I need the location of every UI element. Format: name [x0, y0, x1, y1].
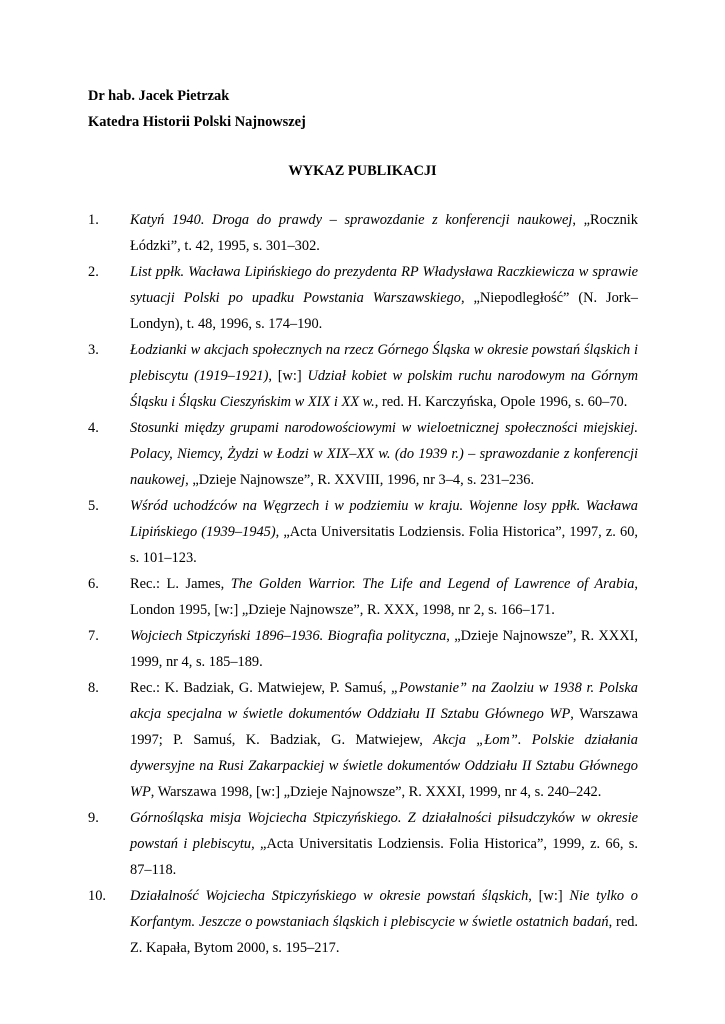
publication-citation-text: , red. Z. Kapała, Bytom 2000, s. 195–217.	[130, 914, 639, 956]
publication-title-text: Łodzianki w akcjach społecznych na rzecz Górnego Śląska w okresie powstań śląskich i plebiscytu (1919–1921)	[130, 342, 638, 384]
publication-title-text: „Powstanie” na Zaolziu w 1938 r. Polska akcja specjalna w świetle dokumentów Oddziału II Sztabu Głównego WP	[130, 680, 638, 722]
publication-title-text: Wśród uchodźców na Węgrzech i w podziemiu w kraju. Wojenne losy ppłk. Wacława Lipińskiego (1939–1945)	[130, 498, 638, 540]
publication-number: 9.	[88, 810, 99, 826]
publication-number: 5.	[88, 498, 99, 514]
publication-title-text: Katyń 1940. Droga do prawdy – sprawozdanie z konferencji naukowej	[130, 212, 573, 228]
publication-citation-text: , „Acta Universitatis Lodziensis. Folia Historica”, 1997, z. 60, s. 101–123.	[130, 524, 638, 566]
publication-title-text: Nie tylko o Korfantym. Jeszcze o powstaniach śląskich i plebiscycie w świetle ostatnich badań	[130, 888, 638, 930]
publication-citation-text: , red. H. Karczyńska, Opole 1996, s. 60–70.	[374, 394, 628, 410]
publication-item	[88, 337, 638, 415]
publication-title-text: List ppłk. Wacława Lipińskiego do prezydenta RP Władysława Raczkiewicza w sprawie sytuacji Polski po upadku Powstania Warszawskiego	[130, 264, 638, 306]
publication-citation-text: , Warszawa 1998, [w:] „Dzieje Najnowsze”, R. XXXI, 1999, nr 4, s. 240–242.	[150, 784, 602, 800]
publication-title-text: Wojciech Stpiczyński 1896–1936. Biografia polityczna	[130, 628, 447, 644]
publication-item	[88, 415, 638, 493]
publication-title-text: Udział kobiet w polskim ruchu narodowym na Górnym Śląsku i Śląsku Cieszyńskim w XIX i XX w.	[130, 368, 638, 410]
publication-item	[88, 259, 638, 337]
publication-title-text: Górnośląska misja Wojciecha Stpiczyńskiego. Z działalności piłsudczyków w okresie powstań i plebiscytu	[130, 810, 638, 852]
publication-title-text: Stosunki między grupami narodowościowymi w wieloetnicznej społeczności miejskiej. Polacy, Niemcy, Żydzi w Łodzi w XIX–XX w. (do 1939 r.) – sprawozdanie z konferencji naukowej	[130, 420, 638, 488]
department-name: Katedra Historii Polski Najnowszej	[88, 114, 306, 130]
publication-number: 1.	[88, 212, 99, 228]
publication-citation-text: , London 1995, [w:] „Dzieje Najnowsze”, R. XXX, 1998, nr 2, s. 166–171.	[130, 576, 639, 618]
publication-number: 3.	[88, 342, 99, 358]
publication-citation-text: Rec.: L. James,	[130, 576, 231, 592]
publication-item	[88, 623, 638, 675]
publication-citation-text: , Warszawa 1997; P. Samuś, K. Badziak, G. Matwiejew,	[130, 706, 638, 748]
publication-citation-text: , „Acta Universitatis Lodziensis. Folia Historica”, 1999, z. 66, s. 87–118.	[130, 836, 638, 878]
publication-item	[88, 805, 638, 883]
publication-number: 4.	[88, 420, 99, 436]
publication-item	[88, 207, 638, 259]
publication-citation-text: , „Dzieje Najnowsze”, R. XXXI, 1999, nr 4, s. 185–189.	[130, 628, 638, 670]
publication-item	[88, 571, 638, 623]
publication-citation-text: , [w:]	[528, 888, 570, 904]
publication-number: 7.	[88, 628, 99, 644]
publication-citation-text: , „Rocznik Łódzki”, t. 42, 1995, s. 301–302.	[130, 212, 638, 254]
publication-number: 10.	[88, 888, 106, 904]
publication-title-text: The Golden Warrior. The Life and Legend of Lawrence of Arabia	[230, 576, 635, 592]
publication-list	[88, 207, 638, 961]
document-title: WYKAZ PUBLIKACJI	[288, 163, 437, 179]
publication-citation-text: , „Niepodległość” (N. Jork–Londyn), t. 48, 1996, s. 174–190.	[130, 290, 638, 332]
publication-citation-text: , „Dzieje Najnowsze”, R. XXVIII, 1996, nr 3–4, s. 231–236.	[185, 472, 535, 488]
publication-item	[88, 883, 638, 961]
publication-item	[88, 675, 638, 805]
publication-citation-text: Rec.: K. Badziak, G. Matwiejew, P. Samuś,	[130, 680, 392, 696]
publication-title-text: Działalność Wojciecha Stpiczyńskiego w okresie powstań śląskich	[130, 888, 529, 904]
publication-item	[88, 493, 638, 571]
publication-number: 6.	[88, 576, 99, 592]
publication-number: 2.	[88, 264, 99, 280]
publication-title-text: Akcja „Łom”. Polskie działania dywersyjne na Rusi Zakarpackiej w świetle dokumentów Oddziału II Sztabu Głównego WP	[130, 732, 638, 800]
author-name: Dr hab. Jacek Pietrzak	[88, 88, 230, 104]
publication-number: 8.	[88, 680, 99, 696]
publication-citation-text: , [w:]	[268, 368, 308, 384]
